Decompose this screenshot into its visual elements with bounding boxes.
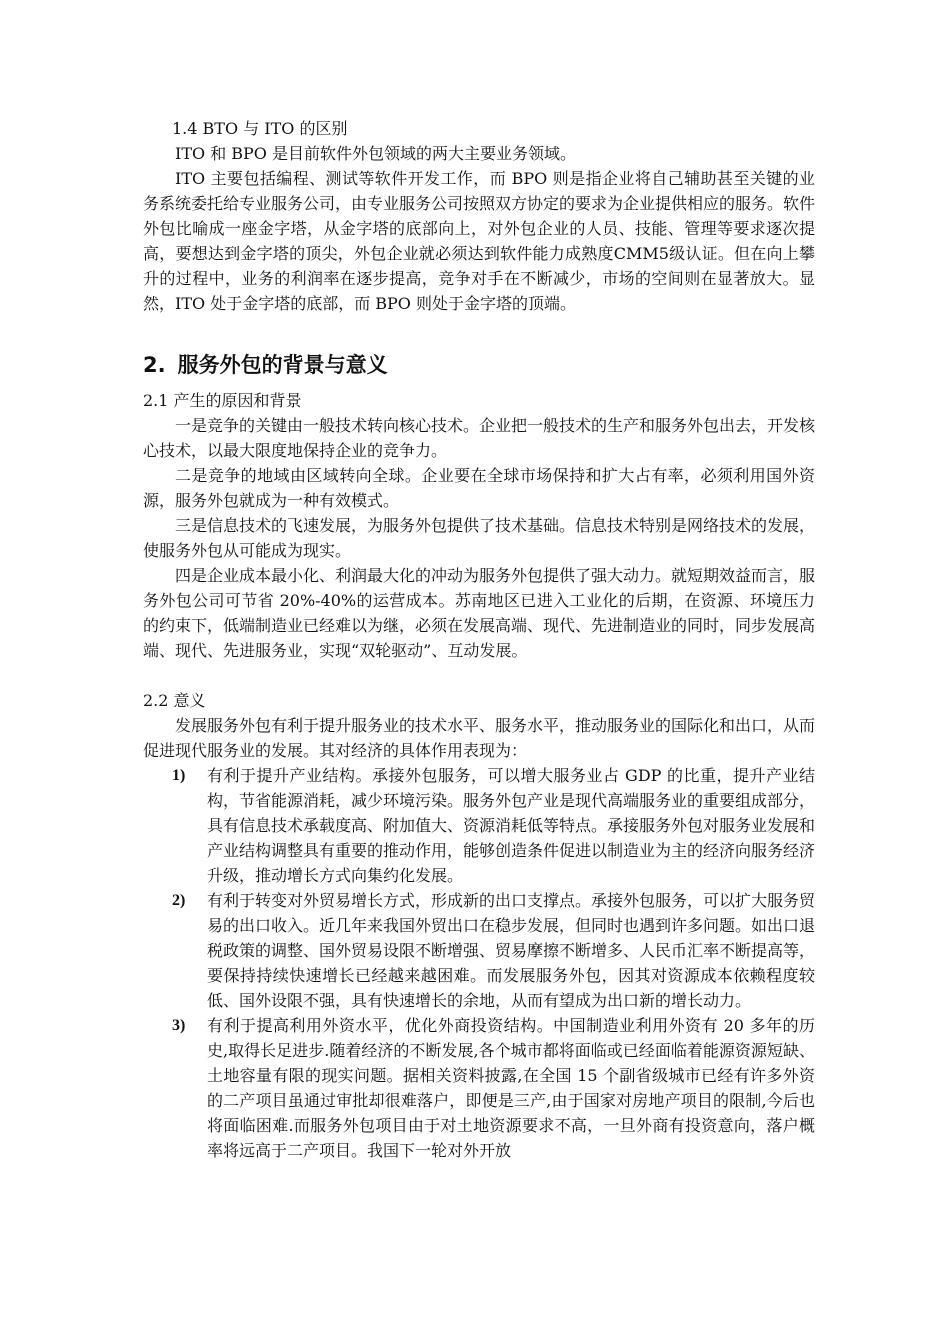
list-item-text: 有利于提升产业结构。承接外包服务，可以增大服务业占 GDP 的比重，提升产业结构，节省能源消耗，减少环境污染。服务外包产业是现代高端服务业的重要组成部分，具有信息技术承载度高、附加值大、资源消耗低等特点。承接服务外包对服务业发展和产业结构调整具有重要的推动作用，能够创造条件促进以制造业为主的经济向服务经济升级，推动增长方式向集约化发展。 <box>207 766 816 885</box>
section-1-4-paragraph-1: ITO 和 BPO 是目前软件外包领域的两大主要业务领域。 <box>175 144 577 163</box>
section-2-title <box>143 350 815 380</box>
list-item <box>143 763 815 888</box>
list-item-marker: 2) <box>172 892 186 909</box>
section-2-title-text: 服务外包的背景与意义 <box>177 353 388 377</box>
list-item-text: 有利于转变对外贸易增长方式，形成新的出口支撑点。承接外包服务，可以扩大服务贸易的出口收入。近几年来我国外贸出口在稳步发展，但同时也遇到许多问题。如出口退税政策的调整、国外贸易设限不断增强、贸易摩擦不断增多、人民币汇率不断提高等，要保持持续快速增长已经越来越困难。而发展服务外包，因其对资源成本依赖程度较低、国外设限不强，具有快速增长的余地，从而有望成为出口新的增长动力。 <box>207 891 816 1010</box>
list-item-text: 有利于提高利用外资水平，优化外商投资结构。中国制造业利用外资有 20 多年的历史,取得长足进步.随着经济的不断发展,各个城市都将面临或已经面临着能源资源短缺、土地容量有限的现实问题。据相关资料披露,在全国 15 个副省级城市已经有许多外资的二产项目虽通过审批却很难落户，即便是三产,由于国家对房地产项目的限制,今后也将面临困难.而服务外包项目由于对土地资源要求不高，一旦外商有投资意向，落户概率将远高于二产项目。我国下一轮对外开放 <box>207 1016 815 1160</box>
list-item-marker: 3) <box>172 1017 186 1034</box>
significance-list <box>143 763 815 1163</box>
section-2-1-paragraph: 四是企业成本最小化、利润最大化的冲动为服务外包提供了强大动力。就短期效益而言，服务外包公司可节省 20%-40%的运营成本。苏南地区已进入工业化的后期，在资源、环境压力的约束下，低端制造业已经难以为继，必须在发展高端、现代、先进制造业的同时，同步发展高端、现代、先进服务业，实现“双轮驱动”、互动发展。 <box>143 566 816 660</box>
section-2-1-heading: 2.1 产生的原因和背景 <box>143 391 302 410</box>
section-2-2-heading: 2.2 意义 <box>143 691 206 710</box>
section-2-1-paragraph: 三是信息技术的飞速发展，为服务外包提供了技术基础。信息技术特别是网络技术的发展，使服务外包从可能成为现实。 <box>143 516 816 560</box>
section-2-1-paragraph: 一是竞争的关键由一般技术转向核心技术。企业把一般技术的生产和服务外包出去，开发核心技术，以最大限度地保持企业的竞争力。 <box>143 416 816 460</box>
section-2-number: 2. <box>143 353 166 377</box>
section-2-2-intro: 发展服务外包有利于提升服务业的技术水平、服务水平，推动服务业的国际化和出口，从而促进现代服务业的发展。其对经济的具体作用表现为： <box>143 716 816 760</box>
list-item-marker: 1) <box>172 767 186 784</box>
section-1-4-paragraph-2: ITO 主要包括编程、测试等软件开发工作，而 BPO 则是指企业将自己辅助甚至关键的业务系统委托给专业服务公司，由专业服务公司按照双方协定的要求为企业提供相应的服务。软件外包比喻成一座金字塔，从金字塔的底部向上，对外包企业的人员、技能、管理等要求逐次提高，要想达到金字塔的顶尖，外包企业就必须达到软件能力成熟度CMM5级认证。但在向上攀升的过程中，业务的利润率在逐步提高，竞争对手在不断减少，市场的空间则在显著放大。显然，ITO 处于金字塔的底部，而 BPO 则处于金字塔的顶端。 <box>143 169 816 313</box>
section-1-4-heading: 1.4 BTO 与 ITO 的区别 <box>172 119 348 138</box>
list-item <box>143 1013 815 1163</box>
section-2-1-paragraph: 二是竞争的地域由区域转向全球。企业要在全球市场保持和扩大占有率，必须利用国外资源，服务外包就成为一种有效模式。 <box>143 466 815 510</box>
list-item <box>143 888 815 1013</box>
document-body <box>143 116 815 1163</box>
blank-line <box>143 663 815 688</box>
